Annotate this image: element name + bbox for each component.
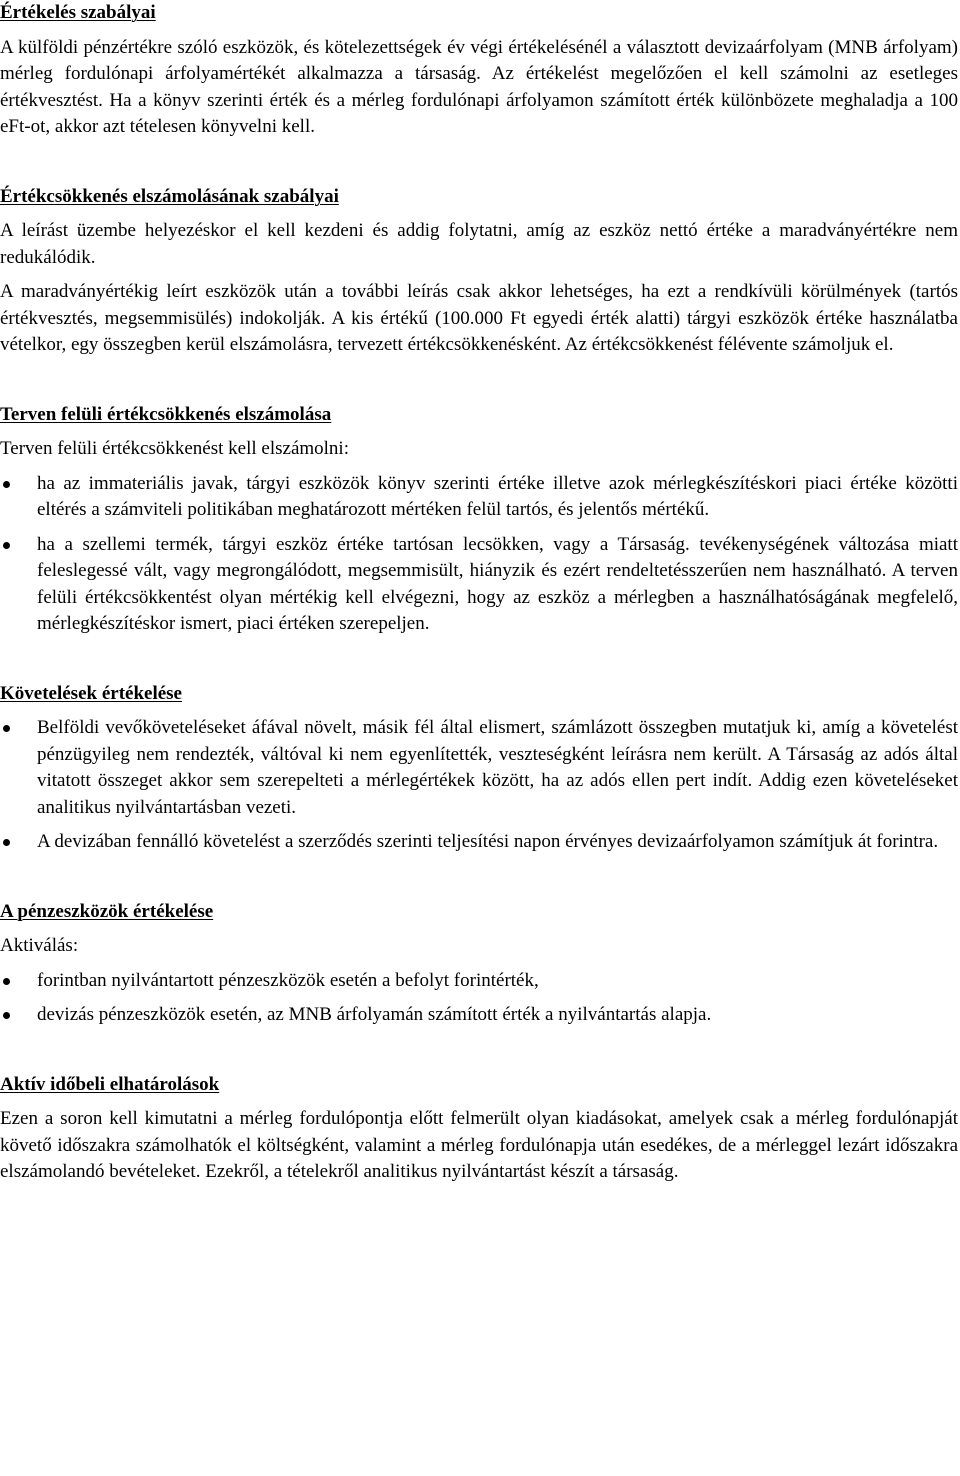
list-item-text: devizás pénzeszközök esetén, az MNB árfolyamán számított érték a nyilvántartás alapja. (37, 1004, 712, 1025)
list-item (0, 1002, 958, 1029)
section-heading-kovetelesek: Követelések értékelése (0, 682, 182, 704)
bullet-list-penzeszkozok (0, 968, 958, 1029)
section-heading-ertekeles: Értékelés szabályai (0, 2, 156, 23)
paragraph-ertekcsokkenes-1: A leírást üzembe helyezéskor el kell kezdeni és addig folytatni, amíg az eszköz nettó értéke a maradványértékre nem redukálódik. (0, 220, 958, 268)
list-item-text: ha a szellemi termék, tárgyi eszköz értéke tartósan lecsökken, vagy a Társaság. tevékenységének változása miatt feleslegessé vált, vagy megrongálódott, megsemmisült, hiányzik és ezért rendeltetésszerűen nem használható. A terven felüli értékcsökkentést olyan mértékig kell elvégezni, hogy az eszköz a mérlegben a használhatóságának megfelelő, mérlegkészítéskor ismert, piaci értéken szerepeljen. (37, 533, 958, 634)
bullet-icon (3, 978, 10, 985)
bullet-list-terven-feluli (0, 471, 958, 638)
list-item (0, 968, 958, 995)
paragraph-ertekcsokkenes-2: A maradványértékig leírt eszközök után a további leírás csak akkor lehetséges, ha ezt a rendkívüli körülmények (tartós értékvesztés, megsemmisülés) indokolják. A kis értékű (100.000 Ft egyedi érték alatti) tárgyi eszközök értéke használatba vételkor, egy összegben kerül elszámolásra, tervezett értékcsökkenésként. Az értékcsökkenést félévente számoljuk el. (0, 281, 958, 355)
list-item-text: forintban nyilvántartott pénzeszközök esetén a befolyt forintérték, (37, 969, 539, 991)
section-heading-penzeszkozok: A pénzeszközök értékelése (0, 900, 214, 922)
bullet-icon (3, 542, 10, 549)
bullet-icon (3, 481, 10, 488)
paragraph-ertekeles: A külföldi pénzértékre szóló eszközök, és kötelezettségek év végi értékelésénél a választott devizaárfolyam (MNB árfolyam) mérleg fordulónapi árfolyamértékét alkalmazza a társaság. Az értékelést megelőzően el kell számolni az esetleges értékvesztést. Ha a könyv szerinti érték és a mérleg fordulónapi árfolyamon számított érték különbözete meghaladja a 100 eFt-ot, akkor azt tételesen könyvelni kell. (0, 36, 958, 137)
bullet-icon (3, 1012, 10, 1019)
bullet-icon (3, 839, 10, 846)
paragraph-aktiv-idobeli: Ezen a soron kell kimutatni a mérleg fordulópontja előtt felmerült olyan kiadásokat, amelyek csak a mérleg fordulónapját követő időszakra számolhatók el költségként, valamint a mérleg fordulónapja után esedékes, de a mérleggel lezárt időszakra elszámolandó bevételeket. Ezekről, a tételekről analitikus nyilvántartást készít a társaság. (0, 1108, 958, 1182)
intro-penzeszkozok: Aktiválás: (0, 935, 79, 956)
list-item (0, 715, 958, 821)
list-item (0, 829, 958, 856)
intro-terven-feluli: Terven felüli értékcsökkenést kell elszámolni: (0, 438, 349, 459)
bullet-list-kovetelesek (0, 715, 958, 856)
list-item (0, 471, 958, 524)
section-heading-aktiv-idobeli: Aktív időbeli elhatárolások (0, 1073, 220, 1095)
bullet-icon (3, 725, 10, 732)
list-item-text: A devizában fennálló követelést a szerződés szerinti teljesítési napon érvényes devizaárfolyamon számítjuk át forintra. (37, 831, 939, 852)
list-item-text: Belföldi vevőköveteléseket áfával növelt, másik fél által elismert, számlázott összegben mutatjuk ki, amíg a követelést pénzügyileg nem rendezték, váltóval ki nem egyenlítették, veszteségként leírásra nem került. A Társaság az adós által vitatott összeget akkor sem szerepelteti a mérlegértékek között, ha az adós ellen pert indít. Addig ezen követeléseket analitikus nyilvántartásban vezeti. (37, 717, 958, 818)
list-item (0, 532, 958, 638)
section-heading-ertekcsokkenes: Értékcsökkenés elszámolásának szabályai (0, 185, 339, 207)
list-item-text: ha az immateriális javak, tárgyi eszközök könyv szerinti értéke illetve azok mérlegkészítéskori piaci értéke közötti eltérés a számviteli politikában meghatározott mértéken felül tartós, és jelentős mértékű. (37, 472, 958, 520)
section-heading-terven-feluli: Terven felüli értékcsökkenés elszámolása (0, 403, 332, 425)
